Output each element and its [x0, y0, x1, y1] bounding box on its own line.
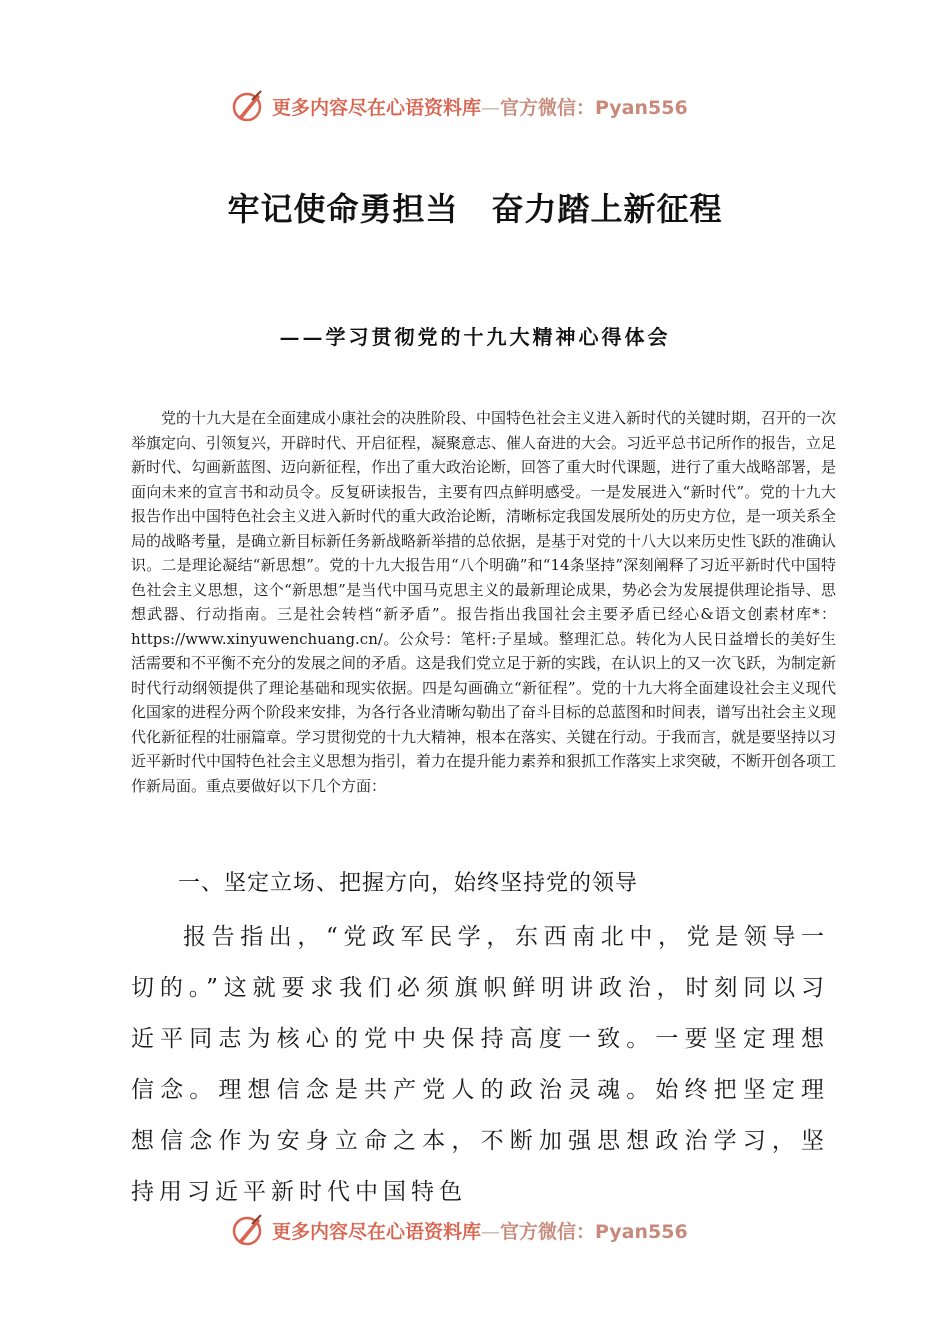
watermark-banner-bottom [230, 1210, 750, 1250]
watermark-banner-top [230, 86, 750, 126]
section-heading: 一、坚定立场、把握方向，始终坚持党的领导 [178, 871, 639, 896]
watermark-separator: — [481, 1220, 501, 1243]
watermark-wechat: 官方微信：Pyan556 [500, 96, 688, 119]
intro-paragraph: 党的十九大是在全面建成小康社会的决胜阶段、中国特色社会主义进入新时代的关键时期，召开的一次举旗定向、引领复兴，开辟时代、开启征程，凝聚意志、催人奋进的大会。习近平总书记所作的报告，立足新时代、勾画新蓝图、迈向新征程，作出了重大政治论断，回答了重大时代课题，进行了重大战略部署，是面向未来的宣言书和动员令。反复研读报告，主要有四点鲜明感受。一是发展进入“新时代”。党的十九大报告作出中国特色社会主义进入新时代的重大政治论断，清晰标定我国发展所处的历史方位，是一项关系全局的战略考量，是确立新目标新任务新战略新举措的总依据，是基于对党的十八大以来历史性飞跃的准确认识。二是理论凝结“新思想”。党的十九大报告用“八个明确”和“14条坚持”深刻阐释了习近平新时代中国特色社会主义思想，这个“新思想”是当代中国马克思主义的最新理论成果，势必会为发展提供理论指导、思想武器、行动指南。三是社会转档“新矛盾”。报告指出我国社会主要矛盾已经心&语文创素材库*：https://www.xinyuwenchuang.cn/。公众号：笔杆:子星域。整理汇总。转化为人民日益增长的美好生活需要和不平衡不充分的发展之间的矛盾。这是我们党立足于新的实践，在认识上的又一次飞跃，为制定新时代行动纲领提供了理论基础和现实依据。四是勾画确立“新征程”。党的十九大将全面建设社会主义现代化国家的进程分两个阶段来安排，为各行各业清晰勾勒出了奋斗目标的总蓝图和时间表，谱写出社会主义现代化新征程的壮丽篇章。学习贯彻党的十九大精神，根本在落实、关键在行动。于我而言，就是要坚持以习近平新时代中国特色社会主义思想为指引，着力在提升能力素养和狠抓工作落实上求突破，不断开创各项工作新局面。重点要做好以下几个方面： [131, 409, 837, 795]
watermark-brand: 更多内容尽在心语资料库 [272, 96, 482, 119]
document-subtitle: ——学习贯彻党的十九大精神心得体会 [279, 325, 671, 349]
section-paragraph: 报告指出，“党政军民学，东西南北中，党是领导一切的。”这就要求我们必须旗帜鲜明讲政治，时刻同以习近平同志为核心的党中央保持高度一致。一要坚定理想信念。理想信念是共产党人的政治灵魂。始终把坚定理想信念作为安身立命之本，不断加强思想政治学习，坚持用习近平新时代中国特色 [131, 924, 829, 1205]
watermark-text [272, 93, 688, 120]
watermark-separator: — [481, 96, 501, 119]
watermark-brand: 更多内容尽在心语资料库 [272, 1220, 482, 1243]
quill-logo-icon [230, 88, 266, 124]
quill-logo-icon [230, 1212, 266, 1248]
document-title: 牢记使命勇担当 奋力踏上新征程 [227, 190, 723, 228]
watermark-wechat: 官方微信：Pyan556 [500, 1220, 688, 1243]
watermark-text [272, 1217, 688, 1244]
